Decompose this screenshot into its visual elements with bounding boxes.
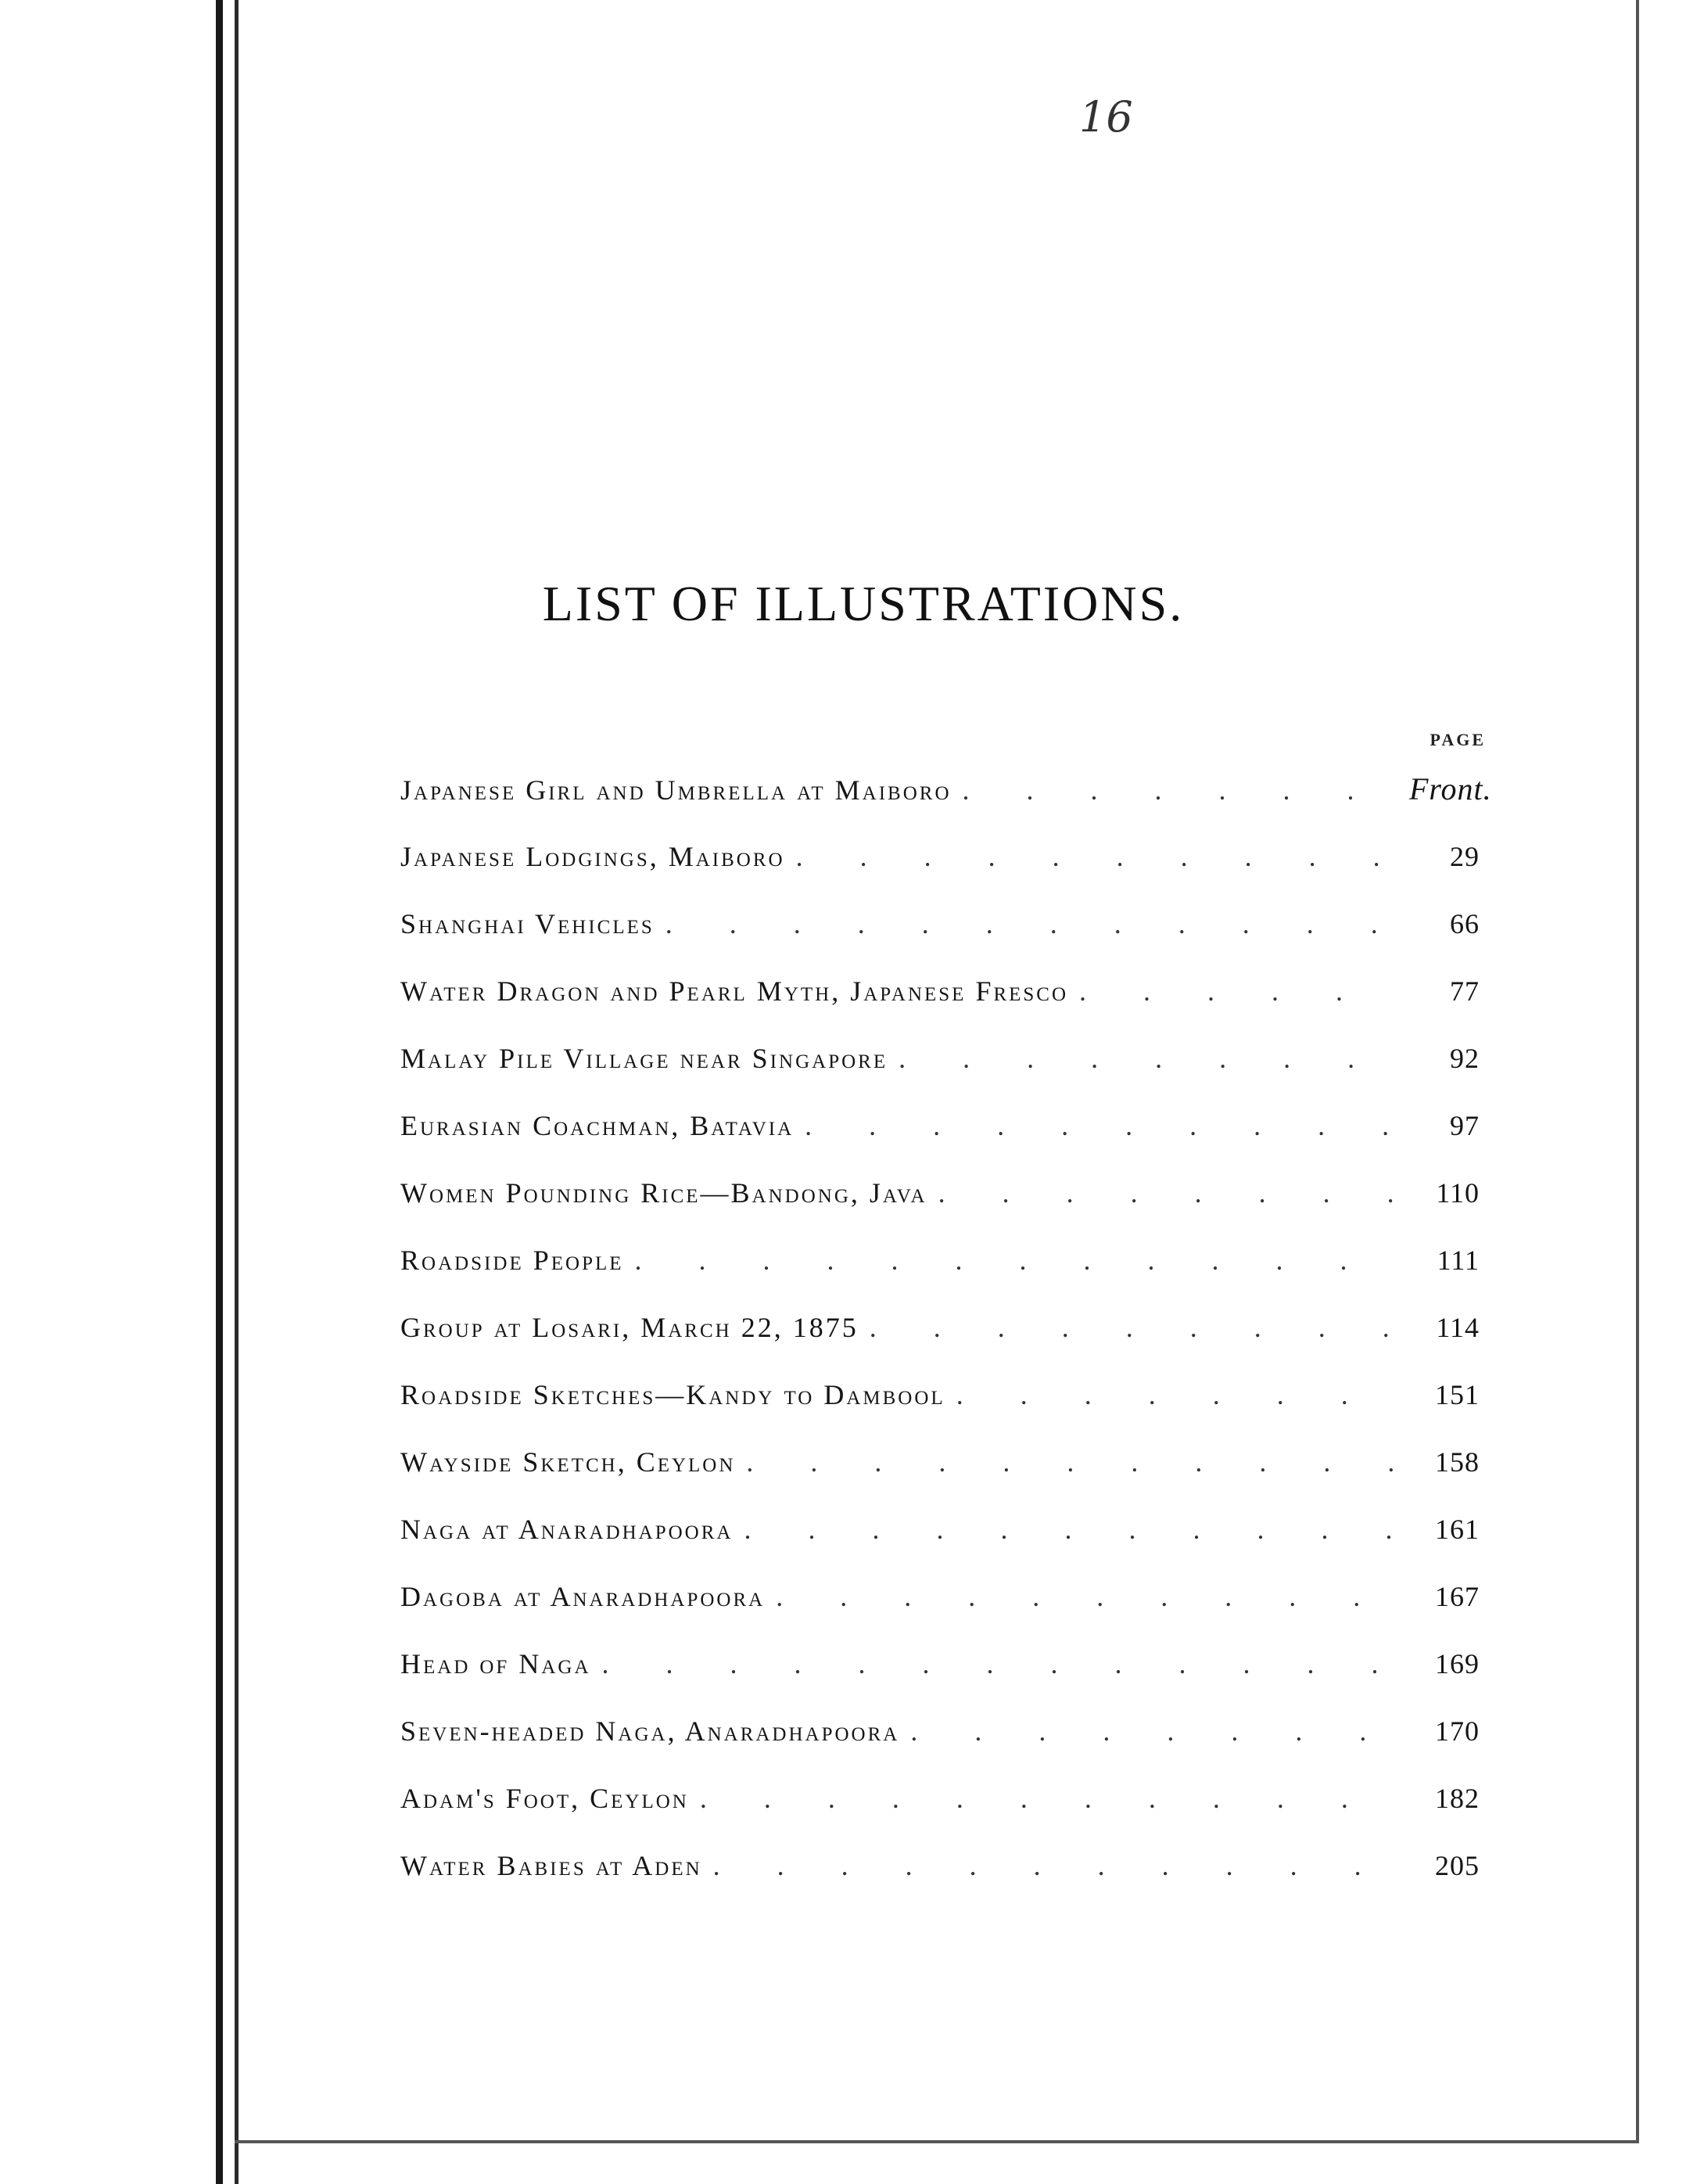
dot-leader — [796, 823, 1398, 890]
list-item — [400, 1092, 1480, 1159]
list-item — [400, 1563, 1480, 1630]
illustration-title: Head of Naga — [400, 1648, 591, 1679]
page-bottom-edge — [235, 2140, 1639, 2143]
dot-leader — [746, 1428, 1398, 1496]
page-column-label: PAGE — [1430, 730, 1486, 749]
dot-leader — [938, 1159, 1398, 1227]
page-reference: 110 — [1436, 1177, 1480, 1209]
page-reference: 161 — [1435, 1514, 1480, 1545]
handwritten-page-number: 16 — [1079, 92, 1133, 142]
list-item — [400, 823, 1480, 890]
dot-leader — [713, 1832, 1398, 1899]
page-reference: 66 — [1450, 908, 1480, 939]
page-reference: 114 — [1436, 1312, 1480, 1343]
dot-leader — [665, 890, 1398, 957]
page-reference: 151 — [1435, 1379, 1480, 1410]
illustration-title: Seven-headed Naga, Anaradhapoora — [400, 1715, 900, 1747]
dot-leader — [700, 1765, 1398, 1832]
illustration-title: Roadside People — [400, 1245, 624, 1276]
dot-leader — [956, 1361, 1398, 1428]
page-right-edge — [1636, 0, 1639, 2143]
list-item — [400, 1428, 1480, 1496]
list-item — [400, 890, 1480, 957]
page-reference: 158 — [1435, 1446, 1480, 1478]
dot-leader — [899, 1025, 1398, 1092]
dot-leader — [963, 756, 1398, 824]
list-item — [400, 1630, 1480, 1697]
illustration-title: Roadside Sketches—Kandy to Dambool — [400, 1379, 945, 1410]
dot-leader — [744, 1496, 1398, 1563]
page-reference: 167 — [1435, 1581, 1480, 1612]
illustration-title: Adam's Foot, Ceylon — [400, 1783, 689, 1814]
page-reference: 182 — [1435, 1783, 1480, 1814]
illustration-title: Japanese Lodgings, Maiboro — [400, 841, 785, 872]
page-reference: 97 — [1450, 1110, 1480, 1141]
dot-leader — [870, 1294, 1398, 1361]
page-reference: 170 — [1435, 1715, 1480, 1747]
page-reference: 77 — [1450, 975, 1480, 1007]
page-reference: 92 — [1450, 1043, 1480, 1074]
illustration-title: Japanese Girl and Umbrella at Maiboro — [400, 774, 952, 806]
dot-leader — [805, 1092, 1398, 1159]
list-item — [400, 1025, 1480, 1092]
illustration-title: Dagoba at Anaradhapoora — [400, 1581, 766, 1612]
illustration-title: Women Pounding Rice—Bandong, Java — [400, 1177, 927, 1209]
page-reference: 169 — [1435, 1648, 1480, 1679]
list-item — [400, 1832, 1480, 1899]
list-item — [400, 1765, 1480, 1832]
dot-leader — [1079, 957, 1398, 1025]
list-item — [400, 756, 1492, 823]
illustration-title: Water Dragon and Pearl Myth, Japanese Fresco — [400, 975, 1069, 1007]
illustration-title: Malay Pile Village near Singapore — [400, 1043, 888, 1074]
page-reference: Front. — [1409, 771, 1492, 806]
list-item — [400, 1697, 1480, 1765]
dot-leader — [910, 1697, 1398, 1765]
list-item — [400, 1159, 1480, 1227]
illustration-title: Water Babies at Aden — [400, 1850, 702, 1881]
page-reference: 205 — [1435, 1850, 1480, 1881]
illustration-title: Naga at Anaradhapoora — [400, 1514, 734, 1545]
book-gutter-shadow — [216, 0, 223, 2184]
list-item — [400, 1227, 1480, 1294]
illustration-title: Eurasian Coachman, Batavia — [400, 1110, 795, 1141]
illustration-title: Wayside Sketch, Ceylon — [400, 1446, 736, 1478]
illustration-title: Group at Losari, March 22, 1875 — [400, 1312, 859, 1343]
dot-leader — [776, 1563, 1398, 1630]
dot-leader — [635, 1227, 1398, 1294]
page-reference: 29 — [1450, 841, 1480, 872]
page-left-edge — [235, 0, 239, 2184]
list-item — [400, 1496, 1480, 1563]
list-item — [400, 957, 1480, 1025]
illustration-title: Shanghai Vehicles — [400, 908, 655, 939]
dot-leader — [602, 1630, 1399, 1697]
list-item — [400, 1361, 1480, 1428]
list-item — [400, 1294, 1480, 1361]
page-reference: 111 — [1437, 1245, 1480, 1276]
page-title: LIST OF ILLUSTRATIONS. — [542, 576, 1185, 631]
illustrations-list — [400, 756, 1492, 1899]
